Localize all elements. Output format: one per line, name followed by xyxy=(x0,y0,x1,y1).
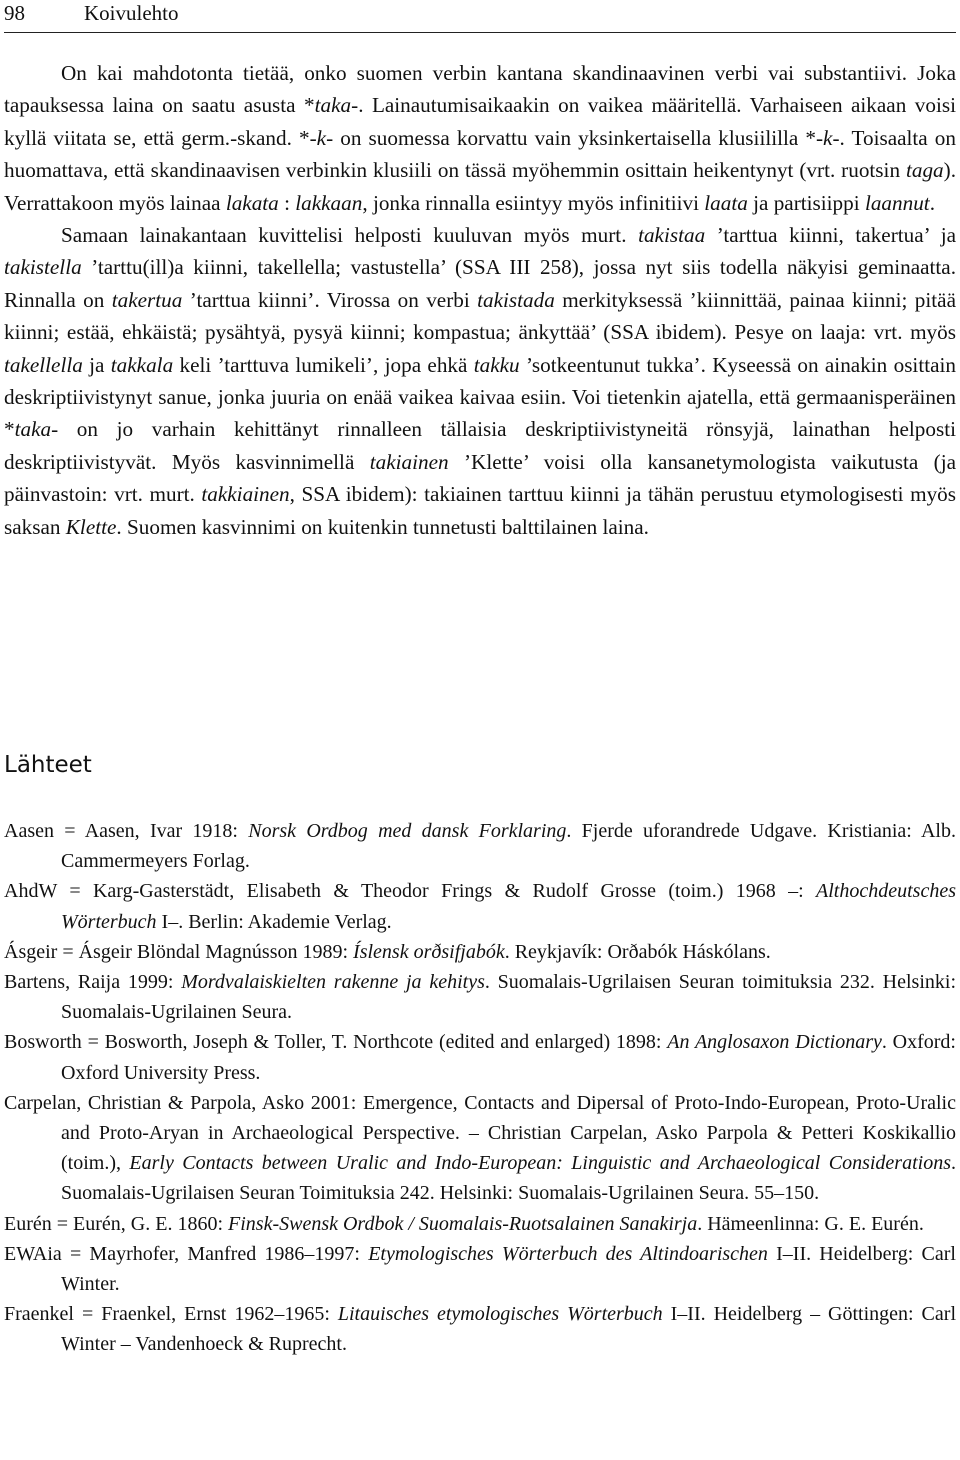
reference-entry: EWAia = Mayrhofer, Manfred 1986–1997: Etymologisches Wörterbuch des Altindoarischen I–II. Heidelberg: Carl Winter. xyxy=(4,1242,956,1296)
italic-term: Althochdeutsches Wörterbuch xyxy=(61,880,956,933)
italic-term: lakata xyxy=(225,190,279,215)
italic-term: Finsk-Swensk Ordbok / Suomalais-Ruotsalainen Sanakirja xyxy=(228,1212,698,1235)
reference-entry: Eurén = Eurén, G. E. 1860: Finsk-Swensk Ordbok / Suomalais-Ruotsalainen Sanakirja. Hämeenlinna: G. E. Eurén. xyxy=(4,1212,924,1235)
italic-term: taga xyxy=(905,158,944,183)
italic-term: laannut xyxy=(864,190,930,215)
reference-entry: Carpelan, Christian & Parpola, Asko 2001: Emergence, Contacts and Dipersal of Proto-Indo-European, Proto-Uralic and Proto-Aryan in Archaeological Perspective. – Christian Carpelan, Asko Parpola & Petteri Koskikallio (toim.), Early Contacts between Uralic and Indo-European: Linguistic and Archaeological Considerations. Suomalais-Ugrilaisen Seuran Toimituksia 242. Helsinki: Suomalais-Ugrilainen Seura. 55–150. xyxy=(4,1091,956,1205)
italic-term: takiainen xyxy=(369,449,449,474)
italic-term: Íslensk orðsifjabók xyxy=(353,940,505,963)
page-header xyxy=(4,0,956,33)
italic-term: Early Contacts between Uralic and Indo-European: Linguistic and Archaeological Considerations xyxy=(129,1152,951,1175)
reference-entry: Aasen = Aasen, Ivar 1918: Norsk Ordbog med dansk Forklaring. Fjerde uforandrede Udgave. Kristiania: Alb. Cammermeyers Forlag. xyxy=(4,820,956,873)
italic-term: Klette xyxy=(65,514,117,539)
running-author: Koivulehto xyxy=(84,1,179,25)
italic-term: -k- xyxy=(309,125,334,150)
italic-term: takkiainen xyxy=(201,482,290,507)
italic-term: takkala xyxy=(110,352,174,377)
italic-term: takistella xyxy=(4,255,82,280)
italic-term: -k- xyxy=(815,125,840,150)
reference-entry: Ásgeir = Ásgeir Blöndal Magnússon 1989: Íslensk orðsifjabók. Reykjavík: Orðabók Háskólans. xyxy=(4,940,771,963)
italic-term: lakkaan xyxy=(295,190,363,215)
section-heading: Lähteet xyxy=(4,752,92,778)
italic-term: taka- xyxy=(14,417,59,442)
italic-term: Litauisches etymologisches Wörterbuch xyxy=(337,1303,663,1326)
page-number: 98 xyxy=(4,1,25,25)
italic-term: Norsk Ordbog med dansk Forklaring xyxy=(248,820,567,842)
italic-term: takellella xyxy=(4,352,83,377)
italic-term: Etymologisches Wörterbuch des Altindoarischen xyxy=(368,1242,768,1265)
reference-entry: AhdW = Karg-Gasterstädt, Elisabeth & Theodor Frings & Rudolf Grosse (toim.) 1968 –: Althochdeutsches Wörterbuch I–. Berlin: Akademie Verlag. xyxy=(4,880,956,933)
italic-term: taka- xyxy=(314,93,359,118)
italic-term: takistaa xyxy=(638,223,706,248)
italic-term: An Anglosaxon Dictionary xyxy=(667,1031,882,1054)
reference-entry: Bartens, Raija 1999: Mordvalaiskielten rakenne ja kehitys. Suomalais-Ugrilaisen Seuran toimituksia 232. Helsinki: Suomalais-Ugrilainen Seura. xyxy=(4,971,957,1024)
reference-list xyxy=(4,816,956,1360)
italic-term: takku xyxy=(473,352,520,377)
italic-term: takistada xyxy=(477,287,555,312)
reference-entry: Fraenkel = Fraenkel, Ernst 1962–1965: Litauisches etymologisches Wörterbuch I–II. Heidelberg – Göttingen: Carl Winter – Vandenhoeck & Ruprecht. xyxy=(4,1303,956,1356)
reference-entry: Bosworth = Bosworth, Joseph & Toller, T. Northcote (edited and enlarged) 1898: An Anglosaxon Dictionary. Oxford: Oxford University Press. xyxy=(4,1031,956,1084)
italic-term: Mordvalaiskielten rakenne ja kehitys xyxy=(181,971,485,994)
paragraph: On kai mahdotonta tietää, onko suomen verbin kantana skandinaavinen verbi vai substantiivi. Joka tapauksessa laina on saatu asusta *taka-. Lainautumisaikaakin on vaikea määritellä. Varhaiseen aikaan voisi kyllä viitata se, että germ.-skand. *-k- on suomessa korvattu vain yksinkertaisella klusiililla *-k-. Toisaalta on huomattava, että skandinaavisen verbinkin klusiili on tässä myöhemmin osittain heikentynyt (vrt. ruotsin taga). Verrattakoon myös lainaa lakata : lakkaan, jonka rinnalla esiintyy myös infinitiivi laata ja partisiippi laannut. xyxy=(4,61,956,215)
italic-term: laata xyxy=(704,190,748,215)
paragraph: Samaan lainakantaan kuvittelisi helposti kuuluvan myös murt. takistaa ’tarttua kiinni, takertua’ ja takistella ’tarttu(ill)a kiinni, takellella; vastustella’ (SSA III 258), jossa nyt siis todella näkyisi geminaatta. Rinnalla on takertua ’tarttua kiinni’. Virossa on verbi takistada merkityksessä ’kiinnittää, painaa kiinni; pitää kiinni; estää, ehkäistä; pysähtyä, pysyä kiinni; kompastua; änkyttää’ (SSA ibidem). Pesye on laaja: vrt. myös takellella ja takkala keli ’tarttuva lumikeli’, jopa ehkä takku ’sotkeentunut tukka’. Kyseessä on ainakin osittain deskriptiivistynyt sanue, jonka juuria on enää vaikea kaivaa esiin. Voi tietenkin ajatella, että germaanisperäinen *taka- on jo varhain kehittänyt rinnalleen tällaisia deskriptiivistyneitä rönsyjä, lainathan helposti deskriptiivistyvät. Myös kasvinnimellä takiainen ’Klette’ voisi olla kansanetymologista vaikutusta (ja päinvastoin: vrt. murt. takkiainen, SSA ibidem): takiainen tarttuu kiinni ja tähän perustuu etymologisesti myös saksan Klette. Suomen kasvinnimi on kuitenkin tunnetusti balttilainen laina. xyxy=(4,223,957,539)
article-body xyxy=(4,57,956,543)
italic-term: takertua xyxy=(111,287,183,312)
